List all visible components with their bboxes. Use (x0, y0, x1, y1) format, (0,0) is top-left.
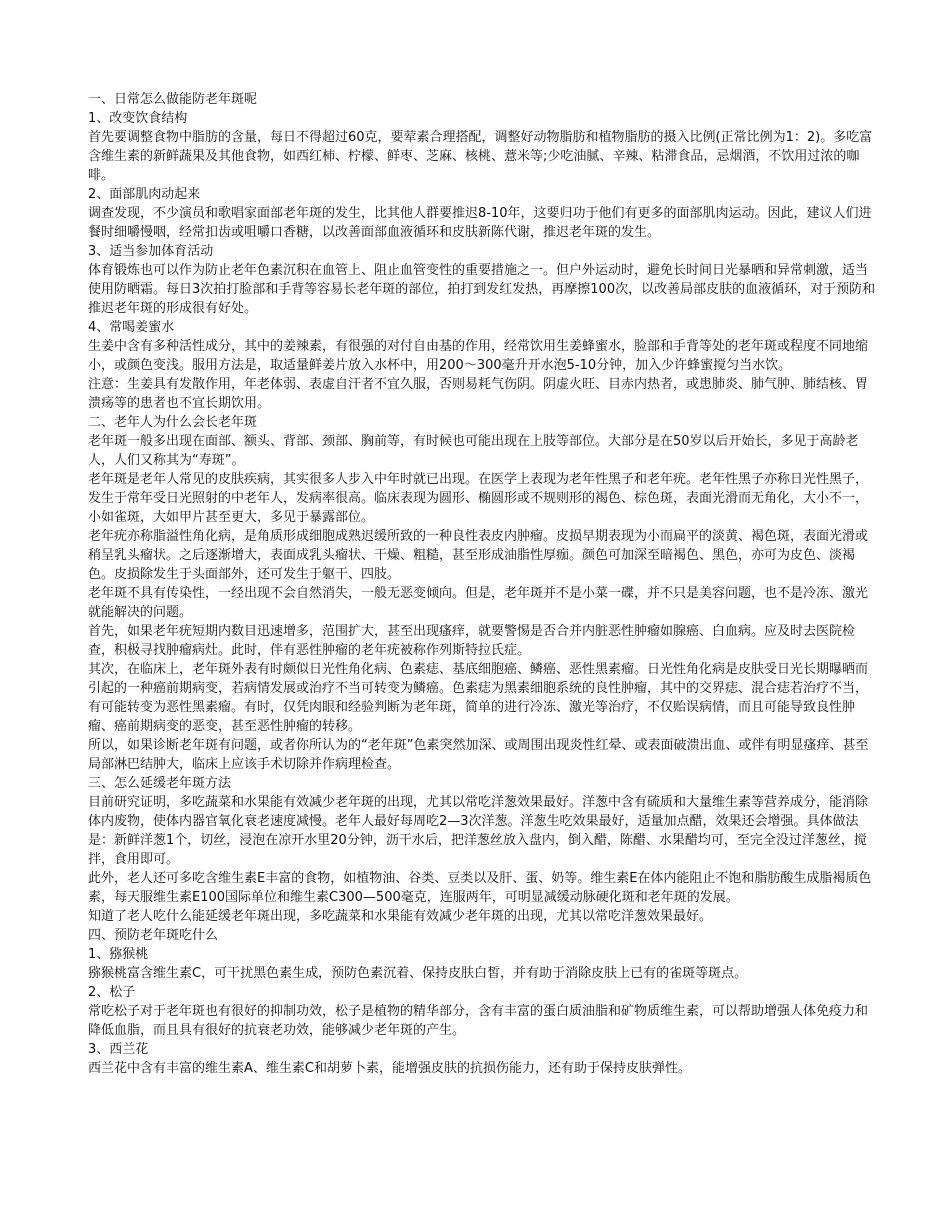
section-2-paragraph-4: 老年斑不具有传染性，一经出现不会自然消失，一般无恶变倾向。但是，老年斑并不是小菜一碟，并不只是美容问题，也不是冷冻、激光就能解决的问题。 (88, 586, 869, 620)
section-4-item-1-heading: 1、猕猴桃 (88, 947, 149, 962)
section-1-item-4-paragraph-1: 生姜中含有多种活性成分，其中的姜辣素，有很强的对付自由基的作用，经常饮用生姜蜂蜜水，脸部和手背等处的老年斑或程度不同地缩小，或颜色变浅。服用方法是，取适量鲜姜片放入水杯中，用200～300毫升开水泡5-10分钟，加入少许蜂蜜搅匀当水饮。 (88, 339, 869, 373)
section-1-item-3-paragraph-1: 体育锻炼也可以作为防止老年色素沉积在血管上、阻止血管变性的重要措施之一。但户外运动时，避免长时间日光暴晒和异常刺激，适当使用防晒霜。每日3次拍打脸部和手背等容易长老年斑的部位，拍打到发红发热，再摩擦100次，以改善局部皮肤的血液循环，对于预防和推迟老年斑的形成很有好处。 (88, 263, 876, 316)
section-1-item-2-heading: 2、面部肌肉动起来 (88, 187, 201, 202)
section-4-item-2-paragraph-1: 常吃松子对于老年斑也有很好的抑制功效，松子是植物的精华部分，含有丰富的蛋白质油脂和矿物质维生素，可以帮助增强人体免疫力和降低血脂，而且具有很好的抗衰老功效，能够减少老年斑的产生。 (88, 1004, 869, 1038)
section-4-item-3-paragraph-1: 西兰花中含有丰富的维生素A、维生素C和胡萝卜素，能增强皮肤的抗损伤能力，还有助于保持皮肤弹性。 (88, 1061, 691, 1076)
section-2-paragraph-6: 其次，在临床上，老年斑外表有时颇似日光性角化病、色素痣、基底细胞癌、鳞癌、恶性黑素瘤。日光性角化病是皮肤受日光长期曝晒而引起的一种癌前期病变，若病情发展或治疗不当可转变为鳞癌。色素痣为黑素细胞系统的良性肿瘤，其中的交界痣、混合痣若治疗不当，有可能转变为恶性黑素瘤。有时，仅凭肉眼和经验判断为老年斑，简单的进行冷冻、激光等治疗，不仅贻误病情，而且可能导致良性肿瘤、癌前期病变的恶变，甚至恶性肿瘤的转移。 (88, 662, 869, 734)
document-page (88, 90, 878, 1078)
section-2-paragraph-5: 首先，如果老年疣短期内数目迅速增多，范围扩大，甚至出现瘙痒，就要警惕是否合并内脏恶性肿瘤如腺癌、白血病。应及时去医院检查，积极寻找肿瘤病灶。此时，伴有恶性肿瘤的老年疣被称作列斯特拉氏症。 (88, 624, 856, 658)
section-1-item-3-heading: 3、适当参加体育活动 (88, 244, 214, 259)
section-3-title: 三、怎么延缓老年斑方法 (88, 776, 232, 791)
section-3-paragraph-3: 知道了老人吃什么能延缓老年斑出现，多吃蔬菜和水果能有效减少老年斑的出现，尤其以常吃洋葱效果最好。 (88, 909, 713, 924)
section-1-item-2-paragraph-1: 调查发现，不少演员和歌唱家面部老年斑的发生，比其他人群要推迟8-10年，这要归功于他们有更多的面部肌肉运动。因此，建议人们进餐时细嚼慢咽，经常扣齿或咀嚼口香糖，以改善面部血液循环和皮肤新陈代谢，推迟老年斑的发生。 (88, 206, 872, 240)
section-1-item-1-heading: 1、改变饮食结构 (88, 111, 188, 126)
section-1-item-4-paragraph-2: 注意：生姜具有发散作用，年老体弱、表虚自汗者不宜久服，否则易耗气伤阴。阴虚火旺、目赤内热者，或患肺炎、肺气肿、肺结核、胃溃疡等的患者也不宜长期饮用。 (88, 377, 869, 411)
section-2-paragraph-1: 老年斑一般多出现在面部、额头、背部、颈部、胸前等，有时候也可能出现在上肢等部位。大部分是在50岁以后开始长，多见于高龄老人，人们又称其为“寿斑”。 (88, 434, 859, 468)
section-2-paragraph-2: 老年斑是老年人常见的皮肤疾病，其实很多人步入中年时就已出现。在医学上表现为老年性黑子和老年疣。老年性黑子亦称日光性黑子，发生于常年受日光照射的中老年人，发病率很高。临床表现为圆形、椭圆形或不规则形的褐色、棕色斑，表面光滑而无角化，大小不一，小如雀斑，大如甲片甚至更大，多见于暴露部位。 (88, 472, 869, 525)
section-3-paragraph-2: 此外，老人还可多吃含维生素E丰富的食物，如植物油、谷类、豆类以及肝、蛋、奶等。维生素E在体内能阻止不饱和脂肪酸生成脂褐质色素，每天服维生素E100国际单位和维生素C300—500毫克，连服两年，可明显减缓动脉硬化斑和老年斑的发展。 (88, 871, 872, 905)
section-4-item-1-paragraph-1: 猕猴桃富含维生素C，可干扰黑色素生成，预防色素沉着、保持皮肤白皙，并有助于消除皮肤上已有的雀斑等斑点。 (88, 966, 748, 981)
section-1-item-4-heading: 4、常喝姜蜜水 (88, 320, 175, 335)
section-1-item-1-paragraph-1: 首先要调整食物中脂肪的含量，每日不得超过60克，要荤素合理搭配，调整好动物脂肪和植物脂肪的摄入比例(正常比例为1：2)。多吃富含维生素的新鲜蔬果及其他食物，如西红柿、柠檬、鲜枣、芝麻、核桃、薏米等;少吃油腻、辛辣、粘滞食品，忌烟酒，不饮用过浓的咖啡。 (88, 130, 873, 183)
section-1-title: 一、日常怎么做能防老年斑呢 (88, 92, 258, 107)
section-2-paragraph-7: 所以，如果诊断老年斑有问题，或者你所认为的“老年斑”色素突然加深、或周围出现炎性红晕、或表面破溃出血、或伴有明显瘙痒、甚至局部淋巴结肿大，临床上应该手术切除并作病理检查。 (88, 738, 869, 772)
section-4-item-2-heading: 2、松子 (88, 985, 136, 1000)
section-2-paragraph-3: 老年疣亦称脂溢性角化病，是角质形成细胞成熟迟缓所致的一种良性表皮内肿瘤。皮损早期表现为小而扁平的淡黄、褐色斑，表面光滑或稍呈乳头瘤状。之后逐渐增大，表面成乳头瘤状、干燥、粗糙，甚至形成油脂性厚痂。颜色可加深至暗褐色、黑色，亦可为皮色、淡褐色。皮损除发生于头面部外，还可发生于躯干、四肢。 (88, 529, 869, 582)
section-2-title: 二、老年人为什么会长老年斑 (88, 415, 258, 430)
section-3-paragraph-1: 目前研究证明，多吃蔬菜和水果能有效减少老年斑的出现，尤其以常吃洋葱效果最好。洋葱中含有硫质和大量维生素等营养成分，能消除体内废物，使体内器官氧化衰老速度减慢。老年人最好每周吃2—3次洋葱。洋葱生吃效果最好，适量加点醋，效果还会增强。具体做法是：新鲜洋葱1个，切丝，浸泡在凉开水里20分钟，沥干水后，把洋葱丝放入盘内，倒入醋，陈醋、水果醋均可，至完全没过洋葱丝，搅拌，食用即可。 (88, 795, 869, 867)
section-4-item-3-heading: 3、西兰花 (88, 1042, 149, 1057)
section-4-title: 四、预防老年斑吃什么 (88, 928, 219, 943)
